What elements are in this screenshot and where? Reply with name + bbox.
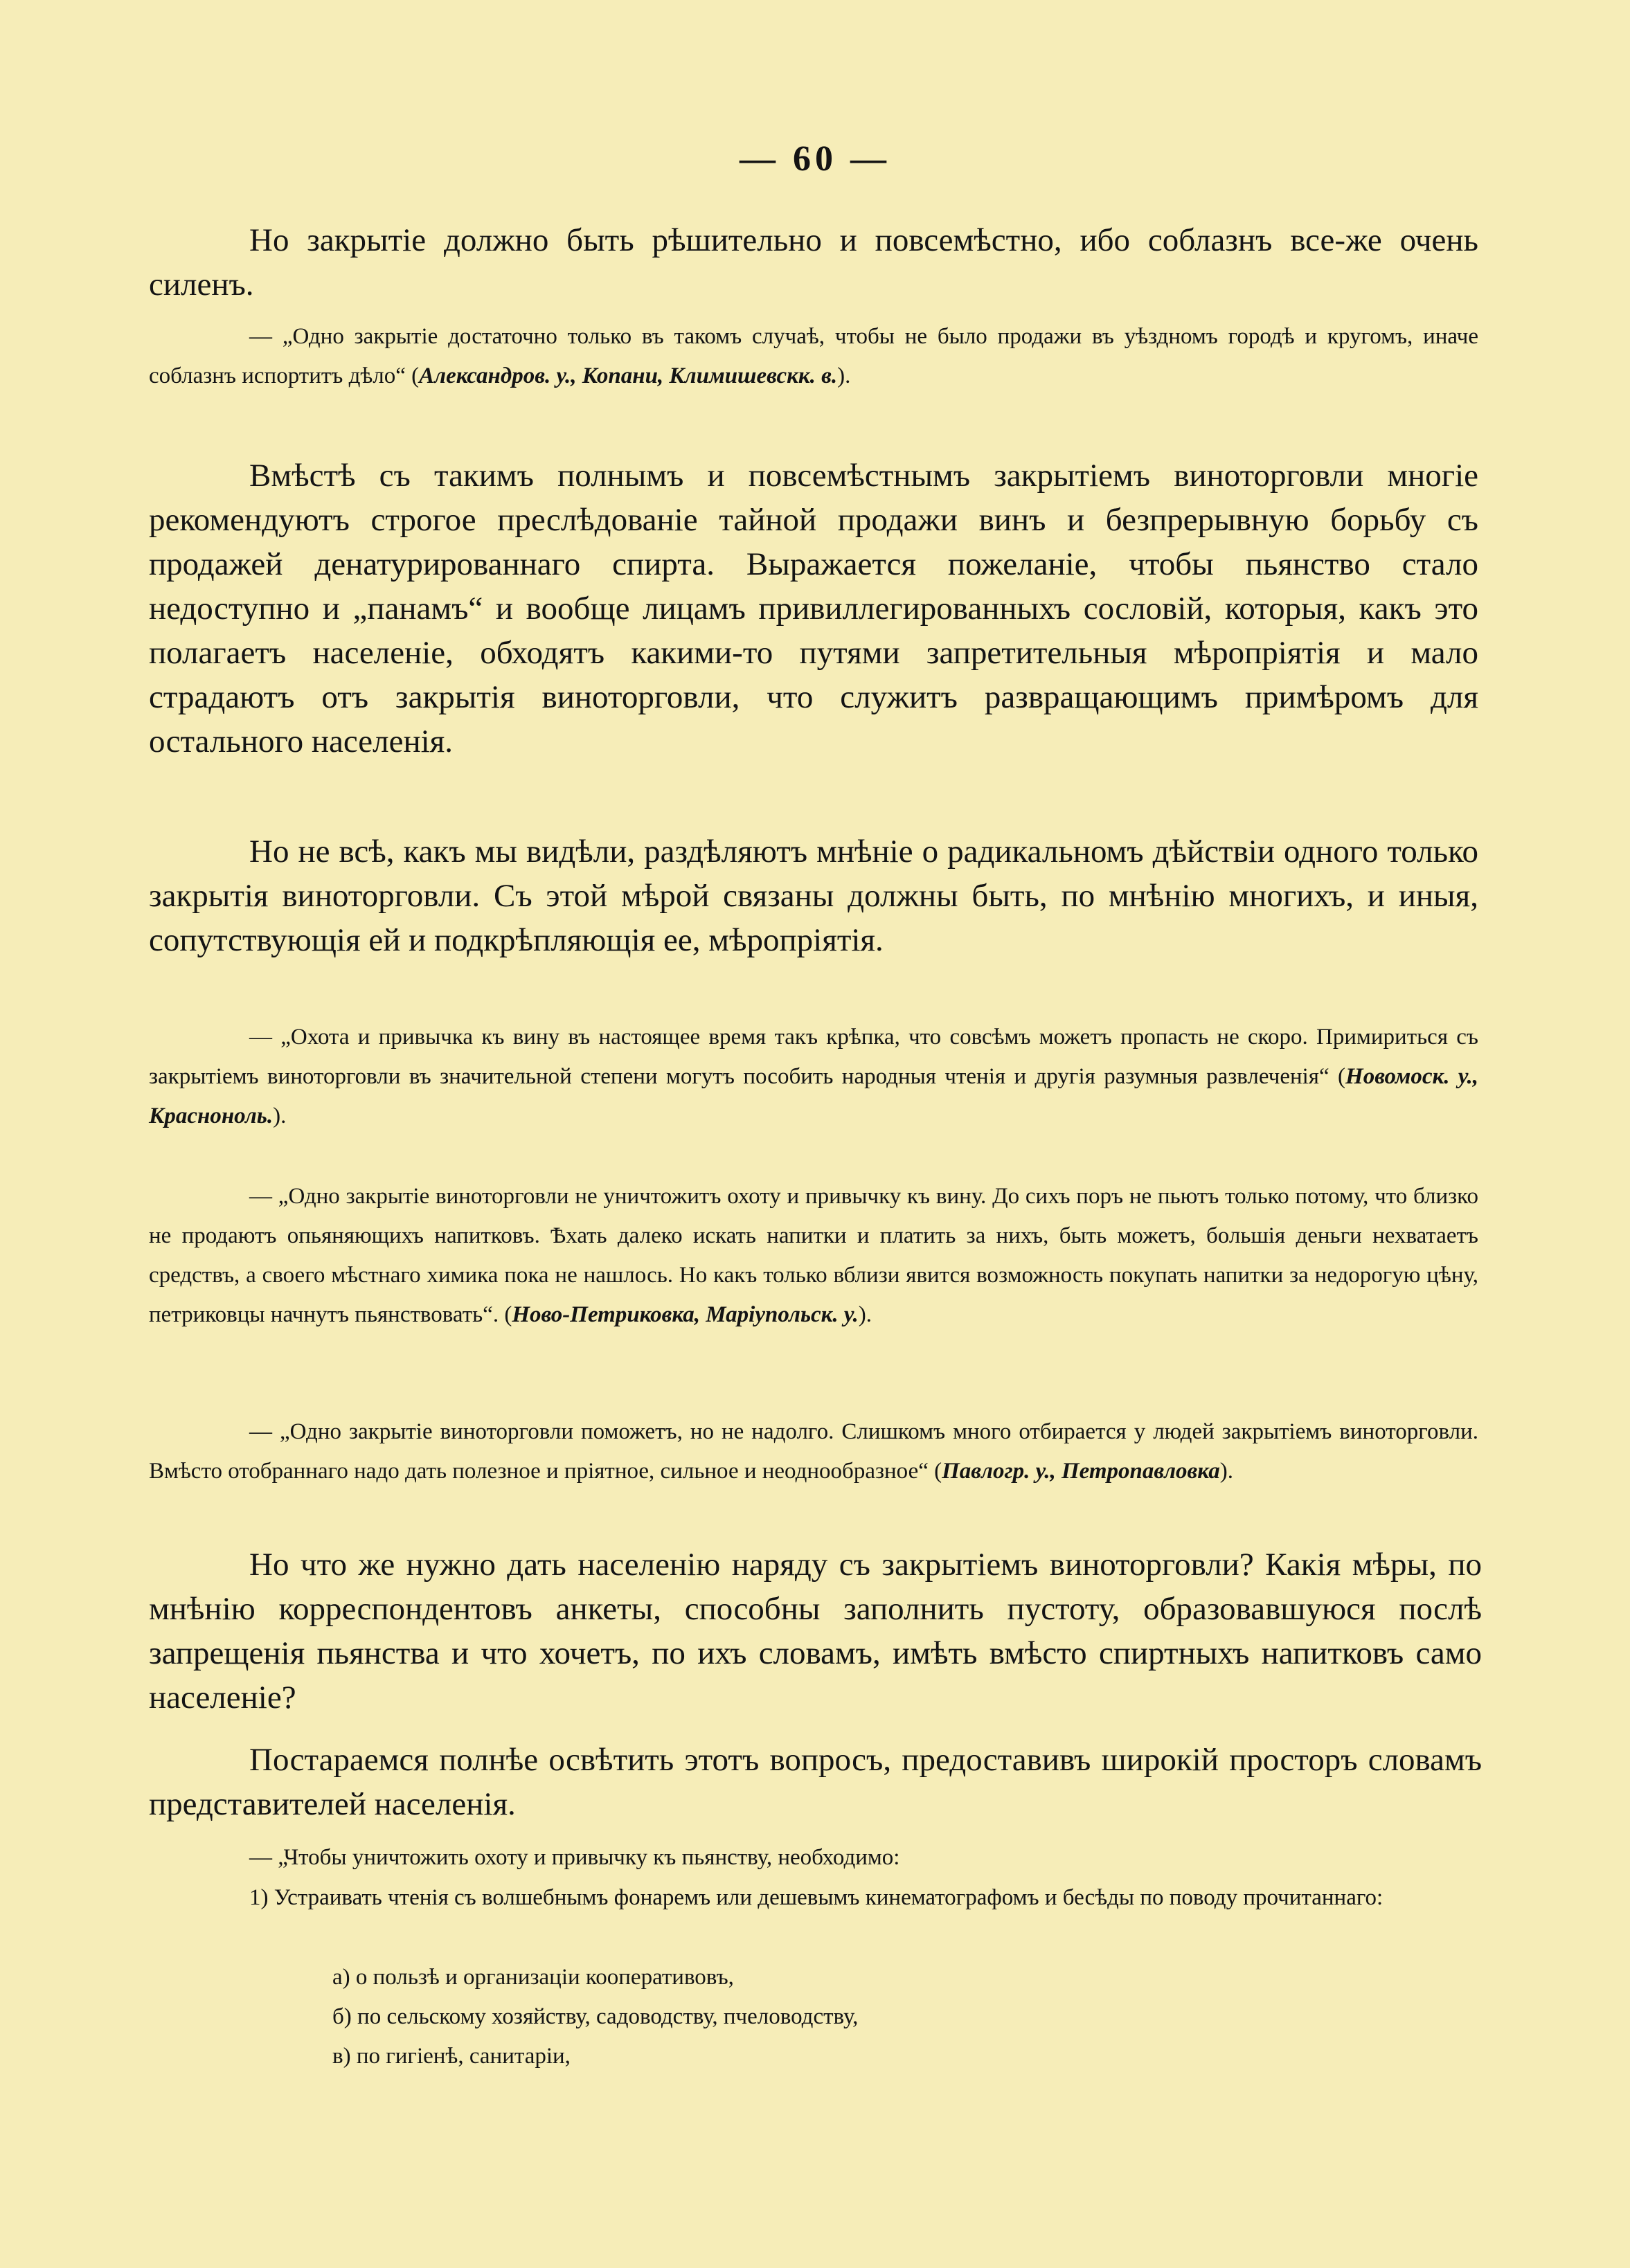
quote-text: — „Одно закрытіе достаточно только въ такомъ случаѣ, чтобы не было продажи въ уѣздномъ городѣ и кругомъ, иначе соблазнъ испортитъ дѣло“ ( (149, 324, 1478, 388)
quote-5-intro: — „Чтобы уничтожить охоту и привычку къ пьянству, необходимо: (249, 1845, 900, 1870)
list-item-a: а) о пользѣ и организаціи кооперативовъ, (332, 1965, 734, 1990)
quote-source: Павлогр. у., Петропавловка (942, 1459, 1220, 1484)
paragraph-3: Но не всѣ, какъ мы видѣли, раздѣляютъ мнѣніе о радикальномъ дѣйствіи одного только закрытія виноторговли. Съ этой мѣрой связаны должны быть, по мнѣнію многихъ, и иныя, сопутствующія ей и подкрѣпляющія ее, мѣропріятія. (149, 834, 1478, 958)
quote-close: ). (273, 1104, 287, 1128)
quote-close: ). (1219, 1459, 1233, 1484)
quote-5-item-1: 1) Устраивать чтенія съ волшебнымъ фонаремъ или дешевымъ кинематографомъ и бесѣды по поводу прочитаннаго: (249, 1885, 1383, 1910)
list-item-b: б) по сельскому хозяйству, садоводству, пчеловодству, (332, 2004, 859, 2029)
quote-2 (149, 1018, 1478, 1136)
quote-text: — „Одно закрытіе виноторговли поможетъ, но не надолго. Слишкомъ много отбирается у людей закрытіемъ виноторговли. Вмѣсто отобраннаго надо дать полезное и пріятное, сильное и неоднообразное“ ( (149, 1419, 1478, 1484)
quote-4 (149, 1412, 1478, 1491)
quote-3 (149, 1177, 1478, 1335)
quote-source: Новомоск. у., Красноноль. (149, 1064, 1478, 1128)
quote-source: Александров. у., Копани, Климишевскк. в. (419, 363, 838, 388)
quote-1 (149, 317, 1478, 396)
quote-text: — „Охота и привычка къ вину въ настоящее время такъ крѣпка, что совсѣмъ можетъ пропасть не скоро. Примириться съ закрытіемъ виноторговли въ значительной степени могутъ пособить народныя чтенія и другія разумныя развлеченія“ ( (149, 1025, 1478, 1089)
paragraph-4: Но что же нужно дать населенію наряду съ закрытіемъ виноторговли? Какія мѣры, по мнѣнію корреспондентовъ анкеты, способны заполнить пустоту, образовавшуюся послѣ запрещенія пьянства и что хочетъ, по ихъ словамъ, имѣть вмѣсто спиртныхъ напитковъ само населеніе? (149, 1547, 1482, 1716)
quote-text: — „Одно закрытіе виноторговли не уничтожитъ охоту и привычку къ вину. До сихъ поръ не пьютъ только потому, что близко не продаютъ опьяняющихъ напитковъ. Ѣхать далеко искать напитки и платить за нихъ, быть можетъ, большія деньги нехватаетъ средствъ, а своего мѣстнаго химика пока не нашлось. Но какъ только вблизи явится возможность покупать напитки за недорогую цѣну, петриковцы начнутъ пьянствовать“. ( (149, 1184, 1478, 1327)
quote-source: Ново-Петриковка, Маріупольск. у. (512, 1302, 859, 1327)
paragraph-1: Но закрытіе должно быть рѣшительно и повсемѣстно, ибо соблазнъ все-же очень силенъ. (149, 222, 1478, 303)
quote-close: ). (837, 363, 851, 388)
quote-close: ). (858, 1302, 872, 1327)
list-item-c: в) по гигіенѣ, санитаріи, (332, 2044, 571, 2069)
paragraph-5: Постараемся полнѣе освѣтить этотъ вопросъ, предоставивъ широкій просторъ словамъ представителей населенія. (149, 1742, 1482, 1822)
page-number: — 60 — (740, 139, 890, 179)
paragraph-2: Вмѣстѣ съ такимъ полнымъ и повсемѣстнымъ закрытіемъ виноторговли многіе рекомендуютъ строгое преслѣдованіе тайной продажи винъ и безпрерывную борьбу съ продажей денатурированнаго спирта. Выражается пожеланіе, чтобы пьянство стало недоступно и „панамъ“ и вообще лицамъ привиллегированныхъ сословій, которыя, какъ это полагаетъ населеніе, обходятъ какими-то путями запретительныя мѣропріятія и мало страдаютъ отъ закрытія виноторговли, что служитъ развращающимъ примѣромъ для остального населенія. (149, 458, 1478, 759)
